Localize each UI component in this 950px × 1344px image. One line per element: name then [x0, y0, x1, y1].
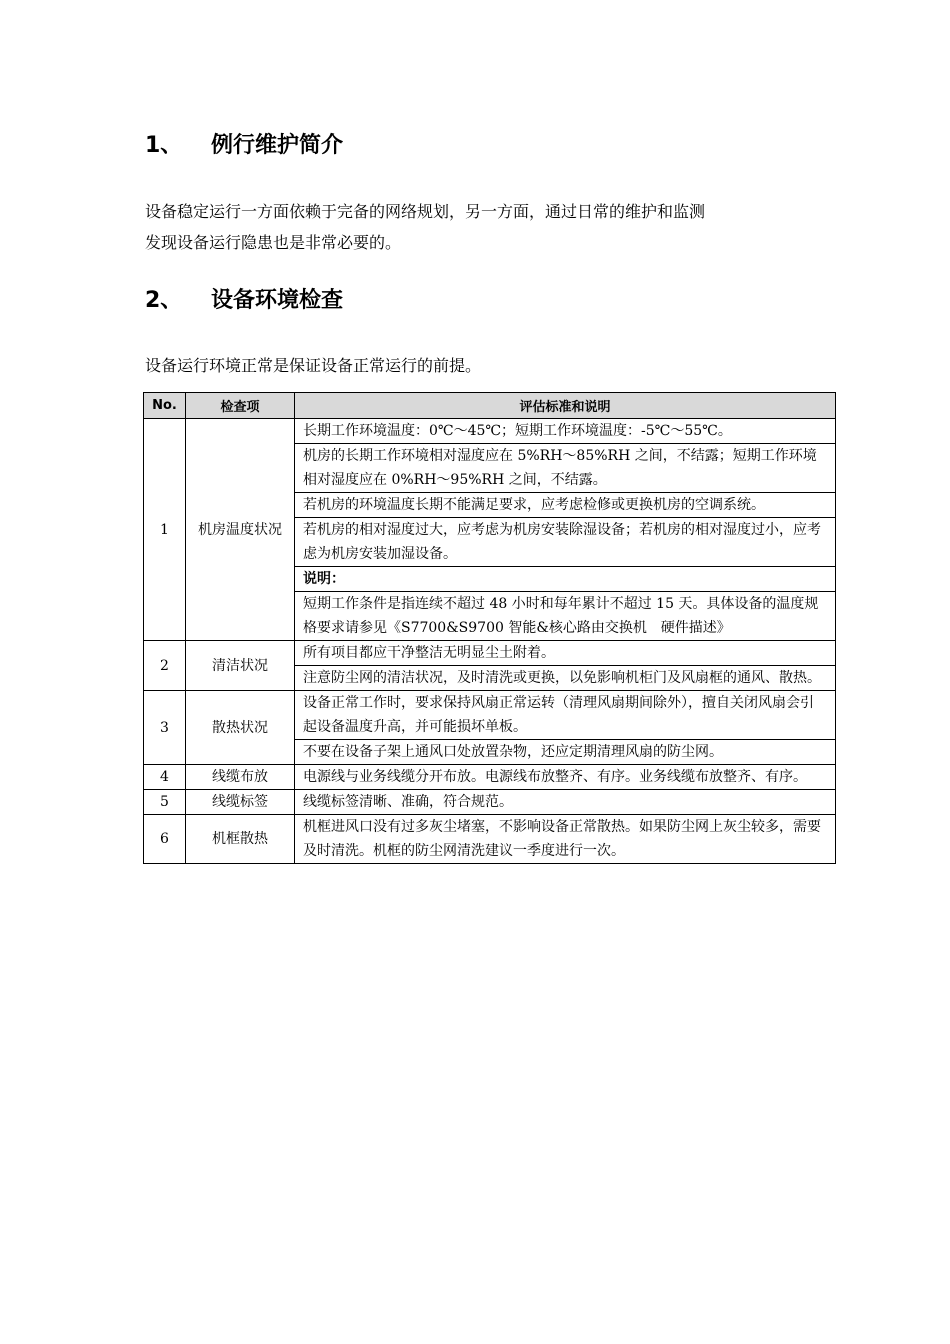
note-label: 说明： — [295, 567, 836, 592]
table-row — [144, 765, 836, 790]
section-2-title: 设备环境检查 — [211, 288, 344, 313]
criteria-line: 设备正常工作时，要求保持风扇正常运转（清理风扇期间除外），擅自关闭风扇会引起设备温度升高，并可能损坏单板。 — [295, 691, 836, 740]
row-item: 清洁状况 — [186, 641, 295, 691]
criteria-line: 短期工作条件是指连续不超过 48 小时和每年累计不超过 15 天。具体设备的温度规格要求请参见《S7700&S9700 智能&核心路由交换机 硬件描述》 — [295, 592, 836, 641]
row-number: 3 — [144, 691, 186, 765]
table-row — [144, 691, 836, 740]
criteria-line: 机框进风口没有过多灰尘堵塞，不影响设备正常散热。如果防尘网上灰尘较多，需要及时清洗。机框的防尘网清洗建议一季度进行一次。 — [295, 815, 836, 864]
section-2-number: 2、 — [145, 288, 183, 313]
header-item: 检查项 — [186, 393, 295, 419]
criteria-line: 长期工作环境温度：0℃～45℃；短期工作环境温度：-5℃～55℃。 — [295, 419, 836, 444]
criteria-line: 注意防尘网的清洁状况，及时清洗或更换，以免影响机柜门及风扇框的通风、散热。 — [295, 666, 836, 691]
table-row — [144, 419, 836, 444]
row-item: 线缆布放 — [186, 765, 295, 790]
criteria-line: 若机房的环境温度长期不能满足要求，应考虑检修或更换机房的空调系统。 — [295, 493, 836, 518]
table-row — [144, 815, 836, 864]
row-number: 6 — [144, 815, 186, 864]
criteria-line: 电源线与业务线缆分开布放。电源线布放整齐、有序。业务线缆布放整齐、有序。 — [295, 765, 836, 790]
table-row — [144, 641, 836, 666]
section-1-number: 1、 — [145, 133, 183, 158]
row-item: 散热状况 — [186, 691, 295, 765]
criteria-line: 线缆标签清晰、准确，符合规范。 — [295, 790, 836, 815]
table-header-row — [144, 393, 836, 419]
table-row — [144, 790, 836, 815]
row-number: 4 — [144, 765, 186, 790]
section-1-heading — [145, 128, 343, 159]
section-1-body-line: 设备稳定运行一方面依赖于完备的网络规划，另一方面，通过日常的维护和监测 — [145, 202, 706, 221]
row-number: 1 — [144, 419, 186, 641]
header-no: No. — [144, 393, 186, 419]
header-criteria: 评估标准和说明 — [295, 393, 836, 419]
criteria-line: 机房的长期工作环境相对湿度应在 5%RH～85%RH 之间，不结露；短期工作环境相对湿度应在 0%RH～95%RH 之间，不结露。 — [295, 444, 836, 493]
row-item: 线缆标签 — [186, 790, 295, 815]
section-2-heading — [145, 283, 343, 314]
inspection-table — [143, 392, 836, 864]
section-1-title: 例行维护简介 — [211, 133, 344, 158]
row-item: 机框散热 — [186, 815, 295, 864]
row-item: 机房温度状况 — [186, 419, 295, 641]
criteria-line: 若机房的相对湿度过大，应考虑为机房安装除湿设备；若机房的相对湿度过小，应考虑为机房安装加湿设备。 — [295, 518, 836, 567]
row-number: 5 — [144, 790, 186, 815]
row-number: 2 — [144, 641, 186, 691]
criteria-line: 不要在设备子架上通风口处放置杂物，还应定期清理风扇的防尘网。 — [295, 740, 836, 765]
section-2-intro: 设备运行环境正常是保证设备正常运行的前提。 — [145, 356, 482, 375]
criteria-line: 所有项目都应干净整洁无明显尘土附着。 — [295, 641, 836, 666]
section-1-body-line: 发现设备运行隐患也是非常必要的。 — [145, 233, 402, 252]
section-1-body — [145, 196, 825, 258]
